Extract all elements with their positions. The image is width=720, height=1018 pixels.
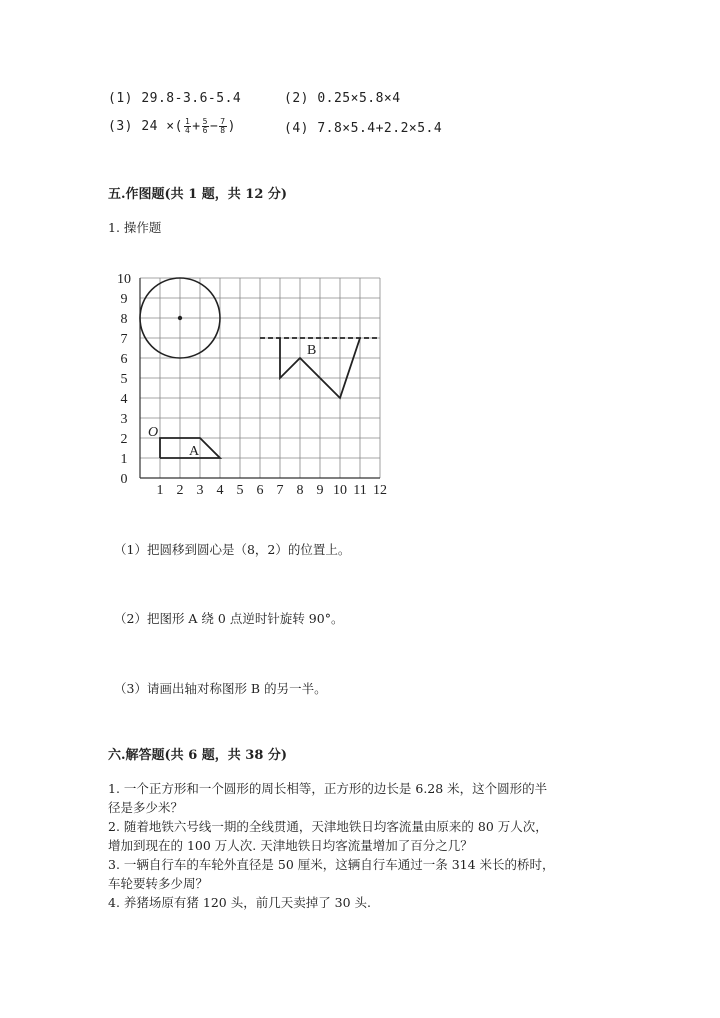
calc-number: (4) (284, 121, 309, 136)
y-tick-label: 8 (120, 312, 128, 327)
x-tick-label: 6 (256, 483, 264, 498)
grid-lines (140, 278, 380, 478)
y-tick-label: 3 (120, 412, 128, 427)
calc-expression: 7.8×5.4+2.2×5.4 (317, 121, 443, 136)
problem-2-line-1: 2. 随着地铁六号线一期的全线贯通，天津地铁日均客流量由原来的 80 万人次， (108, 819, 548, 834)
problem-2 (108, 817, 548, 855)
calc-item-1 (108, 91, 241, 106)
calc-expression-prefix: 24 ×( (141, 119, 183, 134)
x-tick-label: 7 (276, 483, 284, 498)
fraction: $\frac{7}{8}$ (220, 117, 226, 135)
task-1: （1）把圆移到圆心是（8，2）的位置上。 (114, 542, 351, 557)
x-tick-label: 10 (333, 483, 347, 498)
y-tick-label: 6 (120, 352, 128, 367)
x-tick-label: 5 (236, 483, 244, 498)
section-5-title: 五.作图题(共 1 题，共 12 分) (108, 187, 288, 202)
problem-3-line-2: 车轮要转多少周？ (108, 876, 209, 891)
calc-item-2 (284, 91, 401, 106)
x-tick-label: 1 (156, 483, 164, 498)
shape-b-label: B (307, 343, 317, 358)
calc-expression: 0.25×5.8×4 (317, 91, 401, 106)
calc-number: (3) (108, 119, 133, 134)
x-tick-labels (157, 483, 388, 498)
x-tick-label: 12 (373, 483, 387, 498)
calc-item-4 (284, 121, 442, 136)
problem-4-line-1: 4. 养猪场原有猪 120 头，前几天卖掉了 30 头. (108, 895, 372, 910)
x-tick-label: 8 (296, 483, 304, 498)
task-2: （2）把图形 A 绕 0 点逆时针旋转 90°。 (114, 611, 344, 626)
x-tick-label: 9 (316, 483, 324, 498)
y-tick-label: 2 (120, 432, 128, 447)
question-1-label: 1. 操作题 (108, 220, 162, 235)
y-tick-label: 5 (120, 372, 128, 387)
calc-expression-suffix: ) (227, 119, 236, 134)
y-tick-labels (117, 272, 131, 487)
origin-label: O (148, 425, 159, 440)
section-6-title: 六.解答题(共 6 题，共 38 分) (108, 748, 288, 763)
task-3: （3）请画出轴对称图形 B 的另一半。 (114, 681, 327, 696)
fraction: $\frac{1}{4}$ (184, 117, 191, 135)
problem-3-line-1: 3. 一辆自行车的车轮外直径是 50 厘米，这辆自行车通过一条 314 米长的桥时， (108, 857, 555, 872)
calc-expression: 29.8-3.6-5.4 (141, 91, 242, 106)
y-tick-label: 9 (120, 292, 128, 307)
fraction: $\frac{5}{6}$ (202, 117, 208, 135)
problem-4 (108, 893, 371, 912)
y-tick-label: 0 (120, 472, 128, 487)
shape-a-label: A (189, 444, 200, 459)
coordinate-grid (110, 268, 400, 500)
problem-1 (108, 779, 547, 817)
x-tick-label: 2 (176, 483, 184, 498)
y-tick-label: 7 (120, 332, 128, 347)
operator: − (209, 119, 219, 134)
calc-number: (2) (284, 91, 309, 106)
problem-2-line-2: 增加到现在的 100 万人次. 天津地铁日均客流量增加了百分之几？ (108, 838, 473, 853)
problem-3 (108, 855, 555, 893)
y-tick-label: 1 (120, 452, 128, 467)
problem-1-line-1: 1. 一个正方形和一个圆形的周长相等，正方形的边长是 6.28 米，这个圆形的半 (108, 781, 548, 796)
y-tick-label: 4 (120, 392, 128, 407)
calc-number: (1) (108, 91, 133, 106)
x-tick-label: 3 (196, 483, 204, 498)
circle-center-dot (178, 316, 182, 320)
problem-1-line-2: 径是多少米？ (108, 800, 184, 815)
x-tick-label: 11 (353, 483, 367, 498)
calc-item-3 (108, 118, 236, 135)
y-tick-label: 10 (117, 272, 131, 287)
x-tick-label: 4 (216, 483, 224, 498)
operator: + (192, 119, 201, 134)
